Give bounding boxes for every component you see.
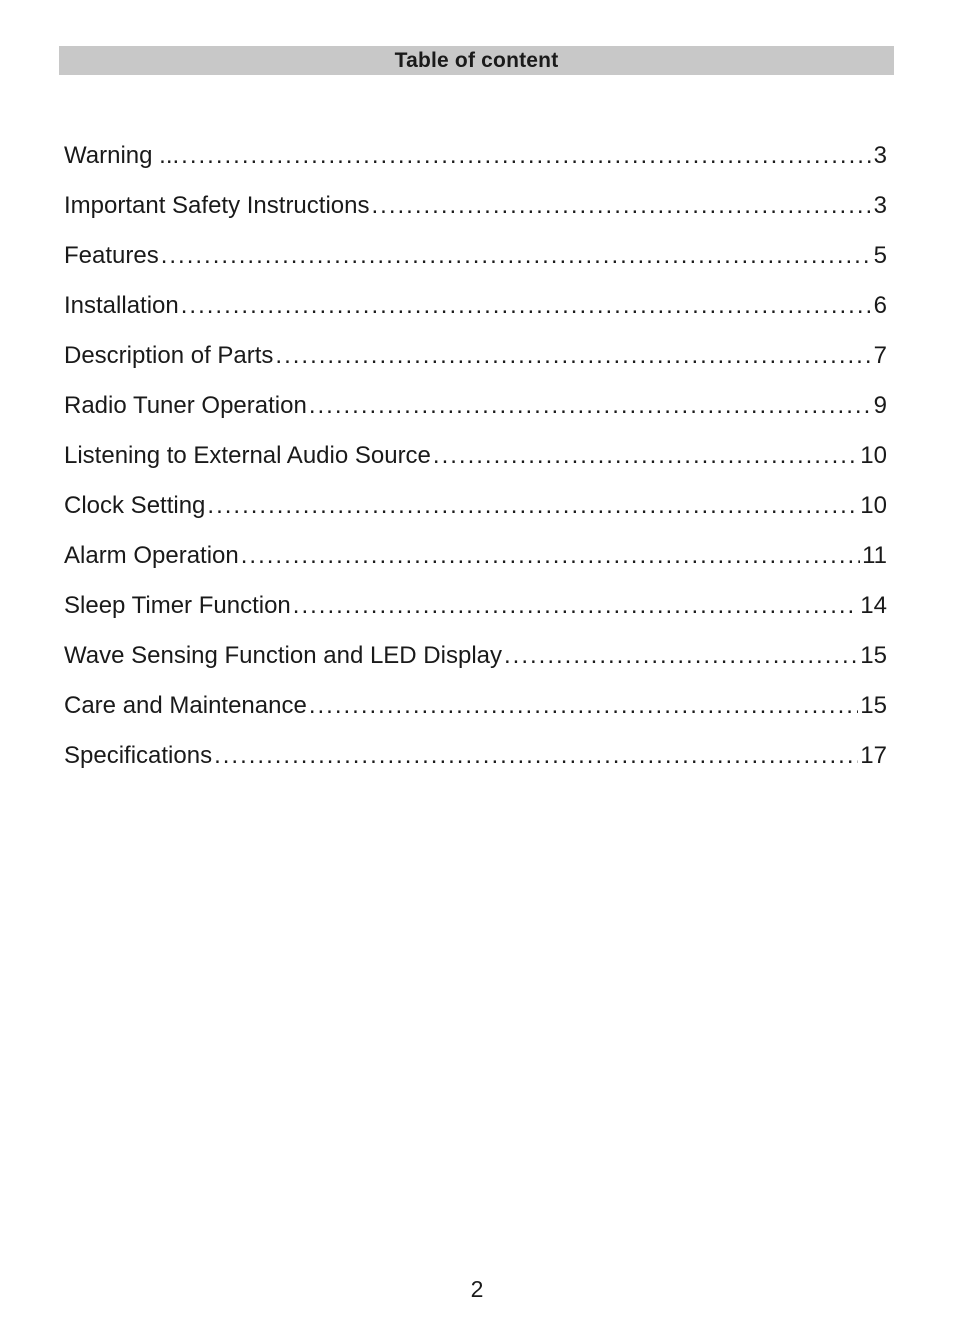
toc-entry[interactable] — [64, 431, 887, 481]
toc-entry[interactable] — [64, 331, 887, 381]
toc-entry-page: 6 — [873, 292, 887, 319]
toc-entry-page: 3 — [873, 142, 887, 169]
toc-entry-title: Alarm Operation — [64, 542, 239, 569]
toc-entry[interactable] — [64, 631, 887, 681]
toc-entry-title: Features — [64, 242, 159, 269]
toc-leader-dots — [161, 242, 872, 270]
toc-entry[interactable] — [64, 131, 887, 181]
toc-leader-dots — [293, 592, 859, 620]
header-bar — [59, 46, 894, 75]
toc-entry-page: 3 — [873, 192, 887, 219]
toc-entry[interactable] — [64, 581, 887, 631]
toc-entry-title: Specifications — [64, 742, 213, 769]
toc-leader-dots — [181, 142, 871, 170]
toc-entry-page: 14 — [860, 592, 887, 619]
toc-leader-dots — [214, 742, 858, 770]
toc-entry-page: 11 — [862, 542, 887, 569]
toc-leader-dots — [309, 392, 872, 420]
toc-leader-dots — [309, 692, 858, 720]
toc-entry[interactable] — [64, 731, 887, 781]
toc-entry-page: 9 — [873, 392, 887, 419]
toc-entry-page: 10 — [860, 492, 887, 519]
toc-leader-dots — [241, 542, 860, 570]
toc-entry[interactable] — [64, 381, 887, 431]
toc-leader-dots — [207, 492, 858, 520]
toc-entry[interactable] — [64, 231, 887, 281]
toc-entry[interactable] — [64, 681, 887, 731]
page-title: Table of content — [394, 48, 559, 72]
toc-entry-title: Listening to External Audio Source — [64, 442, 431, 469]
toc-entry-title: Description of Parts — [64, 342, 274, 369]
toc-entry-page: 7 — [873, 342, 887, 369]
toc-entry-page: 10 — [860, 442, 887, 469]
toc-entry-title: Installation — [64, 292, 179, 319]
table-of-contents — [64, 131, 887, 781]
toc-entry-title: Clock Setting — [64, 492, 206, 519]
toc-leader-dots — [181, 292, 872, 320]
toc-entry-title: Radio Tuner Operation — [64, 392, 307, 419]
toc-entry-page: 15 — [860, 642, 887, 669]
toc-entry-title: Wave Sensing Function and LED Display — [64, 642, 502, 669]
toc-entry-title: Warning ... — [64, 142, 180, 169]
toc-leader-dots — [433, 442, 858, 470]
toc-entry-page: 17 — [860, 742, 887, 769]
toc-entry-page: 15 — [860, 692, 887, 719]
toc-leader-dots — [275, 342, 871, 370]
toc-entry[interactable] — [64, 531, 887, 581]
toc-entry-title: Important Safety Instructions — [64, 192, 370, 219]
toc-entry-title: Care and Maintenance — [64, 692, 307, 719]
toc-entry[interactable] — [64, 481, 887, 531]
toc-leader-dots — [504, 642, 858, 670]
toc-entry[interactable] — [64, 181, 887, 231]
toc-leader-dots — [371, 192, 871, 220]
toc-entry-page: 5 — [873, 242, 887, 269]
page-number: 2 — [470, 1276, 484, 1302]
toc-entry-title: Sleep Timer Function — [64, 592, 291, 619]
toc-entry[interactable] — [64, 281, 887, 331]
